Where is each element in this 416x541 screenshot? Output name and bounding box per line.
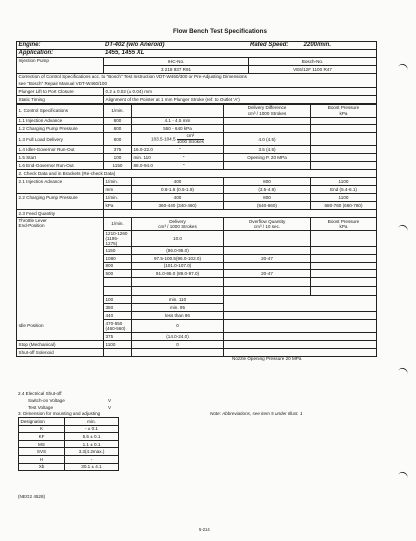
delivery-diff-label: Delivery Difference xyxy=(247,105,287,111)
idle-row-delivery: 0 xyxy=(132,340,224,348)
dim-designation: SVS xyxy=(19,448,65,456)
fq-boost-unit: kPa xyxy=(339,223,348,229)
idle-row-rpm: 100 xyxy=(104,296,132,304)
ditto-mark: " xyxy=(182,163,185,169)
advance-unit: 1/min. xyxy=(104,178,132,186)
spec-row-value: min. 110 xyxy=(133,155,151,161)
charge-v2: (540-660) xyxy=(224,201,311,209)
feed-quantity-table xyxy=(16,209,377,356)
ihc-no-value: 3 218 937 R91 xyxy=(104,65,249,73)
plunger-label: Plunger Lift to Port Closure xyxy=(17,88,104,96)
application-value: 1455, 1455 XL xyxy=(105,50,145,57)
bosch-no-label: Bosch-No. xyxy=(249,57,377,65)
charge-v3: 680-760 (660-780) xyxy=(311,201,377,209)
fq-overflow-label: Overflow Quantity xyxy=(248,218,286,224)
binder-mark xyxy=(397,367,409,377)
fq-overflow-unit: cm³ / 10 sec. xyxy=(253,223,281,229)
dim-value: 5.5 ± 0.1 xyxy=(65,433,119,441)
charge-v1: 360-440 (340-460) xyxy=(132,201,224,209)
correction-line-1: Correction of Control Specifications acc. to "Bosch" Test Instruction VDT-W460/300 or Pre-Adjusting Dimensions xyxy=(17,73,377,80)
spec-row-value: 16.0-22.0 xyxy=(133,147,153,153)
spec-row-label: 1.5 Start xyxy=(17,154,104,162)
end-row-delivery: (86.0-95.0) xyxy=(132,246,224,254)
fq-unit: 1/min. xyxy=(104,218,132,231)
end-position-label: End-Position xyxy=(18,223,45,229)
end-row-overflow xyxy=(224,262,311,270)
dim-value: - ± 0.1 xyxy=(65,425,119,433)
footer-reference: (NEG2 4528) xyxy=(18,494,46,499)
ditto-mark: " xyxy=(182,155,185,161)
spec-row-label: 1.3 Full Load Delivery xyxy=(17,133,104,146)
injection-pump-label: Injection Pump xyxy=(17,57,104,73)
fq-boost-label: Boost Pressure xyxy=(327,218,360,224)
page-number: 5-214 xyxy=(199,527,210,532)
end-row-delivery: 97.5-100.5(96.0-102.0) xyxy=(132,254,224,262)
spec-row-rpm: 375 xyxy=(104,146,132,154)
fq-delivery-unit: cm³ / 1000 Strokes xyxy=(158,223,197,229)
page-title: Flow Bench Test Specifications xyxy=(172,28,267,35)
test-voltage-unit: V xyxy=(108,405,112,410)
delivery-diff-unit: cm³ / 1000 Strokes xyxy=(247,110,287,116)
end-row-rpm: 1210-1260 (1195-1275) xyxy=(104,230,132,246)
binder-mark xyxy=(397,63,409,73)
advance-v2: 800 xyxy=(224,178,311,186)
dim-designation: H xyxy=(19,455,65,463)
idle-row-rpm: 470-550 (460-560) xyxy=(104,320,132,333)
abbreviation-note: Note: Abbreviations, see item 5 under Illust. 1 xyxy=(210,411,303,416)
charge-unit: 1/min. xyxy=(104,194,132,202)
control-spec-unit: 1/min. xyxy=(104,104,132,117)
idle-row-delivery: (14.0-24.0) xyxy=(132,333,224,341)
header-table xyxy=(16,41,377,104)
idle-row-delivery: min. 110 xyxy=(132,296,224,304)
dim-value: - xyxy=(65,455,119,463)
boost-label: Boost Pressure xyxy=(327,105,360,111)
shutoff-solenoid-label: Shut-off Solenoid xyxy=(17,348,104,356)
advance-v1: 400 xyxy=(132,178,224,186)
binder-mark xyxy=(397,224,409,234)
end-row-delivery: 91.0-95.0 (89.0-97.0) xyxy=(132,270,224,278)
charge-v3: 1100 xyxy=(311,194,377,202)
spec-row-value: 103.5-104.5 xyxy=(151,136,176,142)
feed-quantity-label: 2.3 Feed Quantity xyxy=(17,210,104,218)
spec-row-rpm: 1150 xyxy=(104,162,132,170)
idle-row-delivery: less than 96 xyxy=(132,312,224,320)
boost-unit: kPa xyxy=(339,110,348,116)
dim-value: 1.1 ± 0.1 xyxy=(65,440,119,448)
spec-row-diff: 3.5 (4.5) xyxy=(224,146,311,154)
dim-designation: KF xyxy=(19,433,65,441)
advance-v3: End (5.4-6.1) xyxy=(311,186,377,194)
end-row-overflow xyxy=(224,246,311,254)
check-data-label: 2. Check Data and in Brackets (Re-check Data) xyxy=(17,169,377,177)
idle-row-delivery: min. 95 xyxy=(132,304,224,312)
charge-unit: kPa xyxy=(104,201,132,209)
dim-designation: K xyxy=(19,425,65,433)
dim-header-min: min. xyxy=(65,418,119,426)
end-row-rpm: 500 xyxy=(104,270,132,278)
spec-row-rpm: 800 xyxy=(104,133,132,146)
rated-speed-label: Rated Speed: xyxy=(250,42,289,49)
dim-value: 30.1 ± 4.1 xyxy=(65,463,119,471)
spec-row-rpm: 100 xyxy=(104,154,132,162)
spec-row-label: 1.1 Injection Advance xyxy=(17,117,104,125)
ihc-no-label: IHC-No. xyxy=(104,57,249,65)
engine-value: DT-402 (w/o Aneroid) xyxy=(105,42,165,49)
dimension-table xyxy=(18,417,119,471)
spec-row-value: 4.1 - 4.5 mm xyxy=(132,117,224,125)
control-spec-label: 1. Control Specifications xyxy=(17,104,104,117)
dim-designation: Xb xyxy=(19,463,65,471)
switch-on-voltage-label: Switch-on Voltage xyxy=(28,398,65,403)
idle-row-rpm: 440 xyxy=(104,312,132,320)
fq-delivery-label: Delivery xyxy=(169,218,186,224)
ditto-mark: " xyxy=(178,147,181,153)
idle-row-rpm: 350 xyxy=(104,304,132,312)
end-row-delivery: 10.0 xyxy=(132,230,224,246)
binder-mark xyxy=(397,471,409,481)
throttle-lever-label: Throttle Lever xyxy=(18,218,47,224)
spec-row-value: 88.0-94.0 xyxy=(133,163,153,169)
idle-position-label: Idle Position xyxy=(17,320,104,333)
spec-row-label: 1.4 Idler-Governor Run-Out xyxy=(17,146,104,154)
spec-row-value: 550 - 640 kPa xyxy=(132,125,224,133)
static-timing-value: Alignment of the Pointer at 1 mm Plunger Stroke (ref. to Outlet 'A') xyxy=(104,96,377,104)
unit-fraction xyxy=(177,134,204,144)
idle-row-delivery: 0 xyxy=(132,320,224,333)
spec-row-rpm: 800 xyxy=(104,125,132,133)
charge-v1: 400 xyxy=(132,194,224,202)
rated-speed-value: 2200/min. xyxy=(303,42,331,49)
end-row-delivery: (101.0-107.0) xyxy=(132,262,224,270)
idle-row-rpm: 375 xyxy=(104,333,132,341)
end-row-overflow xyxy=(224,230,311,246)
advance-unit: mm xyxy=(104,186,132,194)
end-row-rpm: 1080 xyxy=(104,254,132,262)
spec-row-rpm: 800 xyxy=(104,117,132,125)
spec-row-diff: 4.0 (4.5) xyxy=(224,133,311,146)
electrical-shutoff-title: 2.4 Electrical Shut-off xyxy=(18,391,62,396)
spec-block xyxy=(16,41,377,357)
check-data-table xyxy=(16,177,377,210)
test-voltage-label: Test Voltage xyxy=(28,405,54,410)
control-spec-table xyxy=(16,104,377,178)
spec-row-diff: Opening P. 20 MPa xyxy=(224,154,311,162)
advance-v1: 0.8-1.6 (0.5-1.9) xyxy=(132,186,224,194)
spec-row-label: 1.2 Charging Pump Pressure xyxy=(17,125,104,133)
advance-label: 2.1 Injection Advance xyxy=(17,178,104,186)
advance-v2: (3.5-4.9) xyxy=(224,186,311,194)
end-row-overflow: 20-47 xyxy=(224,254,311,262)
engine-label: Engine: xyxy=(18,42,41,49)
advance-v3: 1100 xyxy=(311,178,377,186)
fraction-top: cm³ xyxy=(186,133,195,139)
dim-value: 3.3(4.2max.) xyxy=(65,448,119,456)
charge-v2: 800 xyxy=(224,194,311,202)
stop-mechanical-label: Stop (Mechanical) xyxy=(17,340,104,348)
dim-header-designation: Designation xyxy=(19,418,65,426)
charge-label: 2.2 Charging Pump Pressure xyxy=(17,194,104,202)
application-label: Application: xyxy=(18,50,54,57)
spec-row-label: 1.6 End-Governor Run-Out xyxy=(17,162,104,170)
dimension-title: 3. Dimension for mounting and adjusting xyxy=(18,411,101,416)
switch-on-voltage-unit: V xyxy=(108,398,112,403)
fraction-bottom: 1000 Strokes xyxy=(176,138,204,144)
end-row-overflow: 20-47 xyxy=(224,270,311,278)
correction-line-2: see "Bosch" Repair Manual VDT-W460/100 xyxy=(17,80,377,87)
dim-designation: MS xyxy=(19,440,65,448)
nozzle-opening-note: Nozzle Opening Pressure 20 MPa xyxy=(232,356,302,361)
idle-row-rpm: 1100 xyxy=(104,340,132,348)
end-row-rpm: 1150 xyxy=(104,246,132,254)
bosch-no-value: VE6/12F 1100 R47 xyxy=(249,65,377,73)
plunger-value: 0.2 ± 0.02 (± 0.04) mm xyxy=(104,88,377,96)
static-timing-label: Static Timing xyxy=(17,96,104,104)
end-row-rpm: 800 xyxy=(104,262,132,270)
